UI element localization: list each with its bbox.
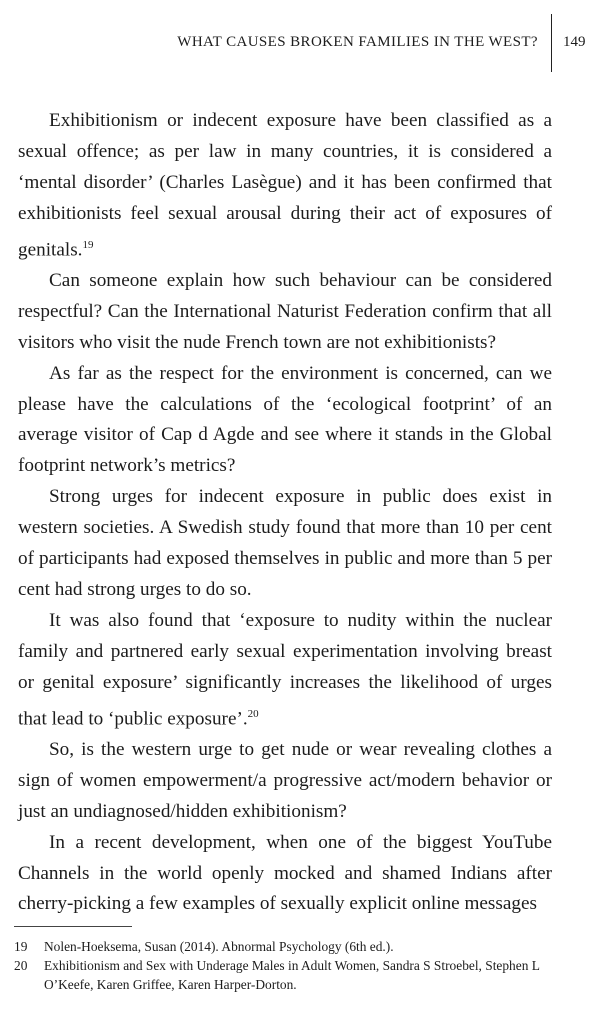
footnotes xyxy=(14,937,566,994)
paragraph-text: As far as the respect for the environment is concerned, can we please have the calculations of the ‘ecological footprint’ of an average visitor of Cap d Agde and see where it stands in the Global footprint network’s metrics? xyxy=(18,362,552,477)
paragraph xyxy=(18,828,552,921)
paragraph xyxy=(18,606,552,735)
paragraph xyxy=(18,359,552,483)
paragraph xyxy=(18,482,552,606)
footnote-ref: 20 xyxy=(247,707,259,720)
footnote xyxy=(14,937,566,956)
page-number: 149 xyxy=(563,34,586,50)
footnote-number: 20 xyxy=(14,958,28,973)
paragraph-text: Exhibitionism or indecent exposure have been classified as a sexual offence; as per law in many countries, it is considered a ‘mental disorder’ (Charles Lasègue) and it has been confirmed that exhibitionists feel sexual arousal during their act of exposures of genitals. xyxy=(18,110,552,261)
running-header xyxy=(0,32,600,72)
body-text xyxy=(18,106,552,920)
paragraph xyxy=(18,106,552,266)
footnote-divider xyxy=(14,926,132,927)
running-title: WHAT CAUSES BROKEN FAMILIES IN THE WEST? xyxy=(177,34,538,50)
paragraph-text: It was also found that ‘exposure to nudity within the nuclear family and partnered early sexual experimentation involving breast or genital exposure’ significantly increases the likelihood of urges that lead to ‘public exposure’. xyxy=(18,609,552,729)
paragraph-text: Can someone explain how such behaviour can be considered respectful? Can the International Naturist Federation confirm that all visitors who visit the nude French town are not exhibitionists? xyxy=(18,269,552,353)
paragraph xyxy=(18,735,552,828)
paragraph-text: In a recent development, when one of the biggest YouTube Channels in the world openly mocked and shamed Indians after cherry-picking a few examples of sexually explicit online messages xyxy=(18,831,552,915)
paragraph-text: So, is the western urge to get nude or wear revealing clothes a sign of women empowerment/a progressive act/modern behavior or just an undiagnosed/hidden exhibitionism? xyxy=(18,738,552,822)
paragraph-text: Strong urges for indecent exposure in public does exist in western societies. A Swedish study found that more than 10 per cent of participants had exposed themselves in public and more than 5 per cent had strong urges to do so. xyxy=(18,486,552,600)
footnote-number: 19 xyxy=(14,939,28,954)
footnote-text: Exhibitionism and Sex with Underage Males in Adult Women, Sandra S Stroebel, Stephen L O’Keefe, Karen Griffee, Karen Harper-Dorton. xyxy=(44,958,540,992)
footnote-ref: 19 xyxy=(82,238,94,251)
footnote xyxy=(14,956,566,994)
footnote-text: Nolen-Hoeksema, Susan (2014). Abnormal Psychology (6th ed.). xyxy=(44,939,394,954)
paragraph xyxy=(18,266,552,359)
header-divider xyxy=(551,14,552,72)
